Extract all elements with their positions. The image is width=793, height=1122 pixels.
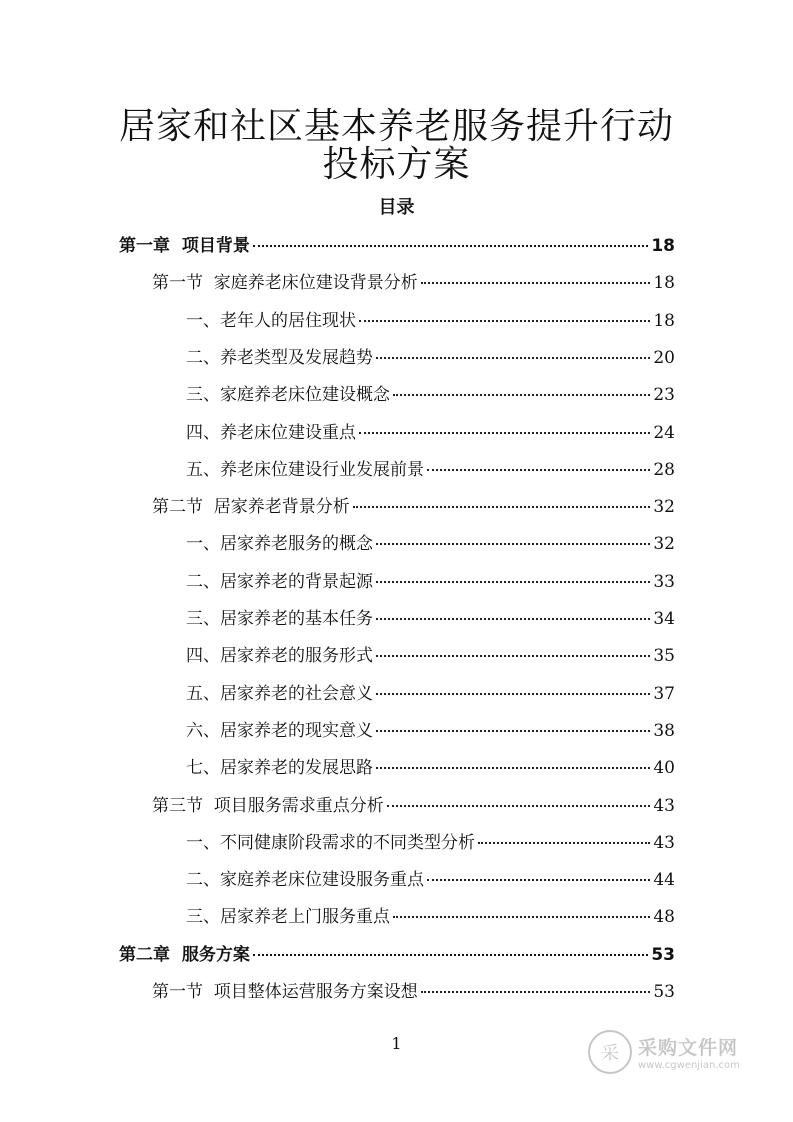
toc-leader-dots <box>387 805 650 807</box>
toc-entry[interactable] <box>186 455 675 479</box>
toc-entry[interactable] <box>152 268 675 292</box>
toc-entry-label: 第二节 居家养老背景分析 <box>152 497 350 518</box>
toc-leader-dots <box>478 842 650 844</box>
toc-leader-dots <box>359 320 650 322</box>
document-title-line-1: 居家和社区基本养老服务提升行动 <box>118 106 674 147</box>
toc-entry-label: 第二章 服务方案 <box>119 944 250 965</box>
toc-entry[interactable] <box>186 343 675 367</box>
toc-entry[interactable] <box>186 380 675 404</box>
toc-entry-page: 53 <box>653 982 675 1002</box>
toc-entry[interactable] <box>152 977 675 1001</box>
toc-entry-page: 34 <box>653 609 675 629</box>
toc-entry-page: 18 <box>651 236 675 256</box>
toc-leader-dots <box>376 581 650 583</box>
toc-entry-label: 第三节 项目服务需求重点分析 <box>152 795 384 816</box>
toc-entry[interactable] <box>186 418 675 442</box>
toc-entry-label: 二、居家养老的背景起源 <box>186 571 373 592</box>
toc-entry-label: 一、不同健康阶段需求的不同类型分析 <box>186 832 475 853</box>
toc-entry-page: 33 <box>653 571 675 592</box>
toc-entry-label: 四、养老床位建设重点 <box>186 422 356 443</box>
toc-leader-dots <box>376 357 650 359</box>
toc-entry-page: 20 <box>653 347 675 368</box>
toc-entry[interactable] <box>186 679 675 703</box>
toc-entry-label: 一、居家养老服务的概念 <box>186 534 373 555</box>
toc-entry-label: 三、家庭养老床位建设概念 <box>186 385 390 406</box>
toc-entry-page: 18 <box>653 273 675 294</box>
toc-entry-label: 五、养老床位建设行业发展前景 <box>186 459 424 480</box>
toc-entry-page: 43 <box>653 795 675 816</box>
toc-entry-page: 38 <box>653 720 675 741</box>
toc-entry-label: 二、养老类型及发展趋势 <box>186 347 373 368</box>
toc-entry-page: 37 <box>653 683 675 704</box>
toc-leader-dots <box>353 506 650 508</box>
toc-entry-label: 一、老年人的居住现状 <box>186 310 356 331</box>
toc-entry[interactable] <box>186 828 675 852</box>
toc-entry[interactable] <box>186 753 675 777</box>
toc-entry[interactable] <box>186 567 675 591</box>
toc-leader-dots <box>359 432 650 434</box>
watermark-name: 采购文件网 <box>638 1037 739 1059</box>
page-number: 1 <box>391 1034 402 1053</box>
toc-entry-label: 五、居家养老的社会意义 <box>186 683 373 704</box>
toc-entry[interactable] <box>186 641 675 665</box>
toc-entry-label: 第一节 家庭养老床位建设背景分析 <box>152 273 418 294</box>
toc-entry[interactable] <box>186 716 675 740</box>
toc-entry-page: 40 <box>653 758 675 779</box>
toc-entry[interactable] <box>152 791 675 815</box>
toc-leader-dots <box>376 730 650 732</box>
toc-leader-dots <box>376 767 650 769</box>
toc-entry-label: 七、居家养老的发展思路 <box>186 758 373 779</box>
toc-leader-dots <box>376 543 650 545</box>
document-title-line-2: 投标方案 <box>322 144 471 185</box>
toc-entry[interactable] <box>186 529 675 553</box>
toc-leader-dots <box>253 245 648 247</box>
toc-entry-label: 第一节 项目整体运营服务方案设想 <box>152 982 418 1002</box>
toc-heading: 目录 <box>378 197 415 218</box>
toc-entry[interactable] <box>186 902 675 926</box>
toc-leader-dots <box>421 282 650 284</box>
toc-leader-dots <box>393 394 650 396</box>
toc-leader-dots <box>421 991 650 993</box>
toc-entry-label: 三、居家养老上门服务重点 <box>186 907 390 928</box>
toc-entry[interactable] <box>119 231 675 255</box>
toc-entry[interactable] <box>152 492 675 516</box>
toc-leader-dots <box>253 954 648 956</box>
toc-entry-page: 32 <box>653 534 675 555</box>
toc-leader-dots <box>376 618 650 620</box>
toc-entry-page: 28 <box>653 459 675 480</box>
toc-entry-label: 六、居家养老的现实意义 <box>186 720 373 741</box>
toc-leader-dots <box>427 879 650 881</box>
toc-leader-dots <box>376 693 650 695</box>
watermark-url: www.cgwenjian.com <box>638 1060 740 1071</box>
toc-entry-label: 三、居家养老的基本任务 <box>186 609 373 629</box>
toc-entry[interactable] <box>186 306 675 330</box>
toc-entry-page: 44 <box>653 870 675 891</box>
toc-entry-page: 18 <box>653 310 675 331</box>
watermark-logo-icon: 采 <box>588 1030 632 1074</box>
toc-leader-dots <box>393 916 650 918</box>
toc-entry-page: 48 <box>653 907 675 928</box>
toc-entry-page: 43 <box>653 832 675 853</box>
toc-entry-label: 二、家庭养老床位建设服务重点 <box>186 870 424 891</box>
watermark <box>588 1030 740 1074</box>
toc-entry-label: 第一章 项目背景 <box>119 236 250 256</box>
toc-entry-label: 四、居家养老的服务形式 <box>186 646 373 667</box>
toc-leader-dots <box>376 655 650 657</box>
toc-entry[interactable] <box>186 604 675 628</box>
toc-entry-page: 23 <box>653 385 675 406</box>
toc-entry-page: 35 <box>653 646 675 667</box>
toc-entry-page: 24 <box>653 422 675 443</box>
toc-leader-dots <box>427 469 650 471</box>
toc-entry-page: 32 <box>653 497 675 518</box>
toc-entry-page: 53 <box>651 944 675 965</box>
toc-entry[interactable] <box>119 940 675 964</box>
toc-entry[interactable] <box>186 865 675 889</box>
